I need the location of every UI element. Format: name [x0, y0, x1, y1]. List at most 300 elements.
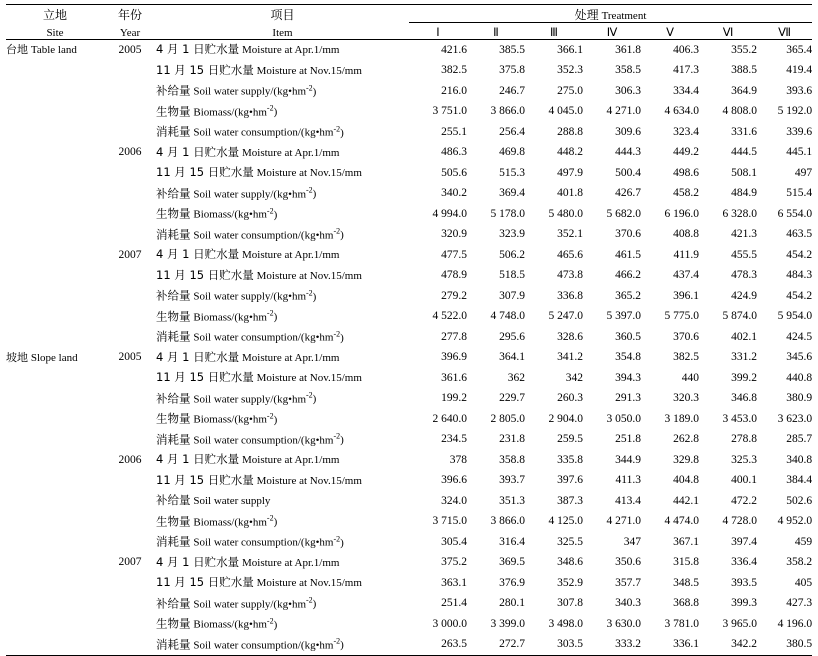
cell-item	[156, 286, 409, 307]
item-label-en: Biomass/(kg•hm	[193, 516, 267, 529]
cell-value-t2: 246.7	[499, 84, 525, 97]
cell-value-t6: 472.2	[731, 494, 757, 507]
cell-item	[156, 81, 409, 102]
cell-value-t4: 461.5	[615, 248, 641, 261]
cell-value-t5: 5 775.0	[664, 310, 699, 322]
item-label-cn: 4 月 1 日贮水量	[156, 452, 240, 466]
item-label-en: Moisture at Apr.1/mm	[241, 146, 340, 159]
cell-value-t6: 278.8	[731, 433, 757, 445]
cell-year: 2007	[118, 556, 142, 568]
cell-value-t4: 306.3	[615, 84, 641, 97]
item-unit-exponent: $^{-2}$)	[306, 595, 317, 611]
cell-year	[104, 430, 156, 451]
cell-value-t2: 518.5	[499, 269, 525, 281]
cell-site	[6, 163, 104, 184]
item-label-cn: 11 月 15 日贮水量	[156, 165, 254, 179]
cell-value-t6: 424.9	[731, 289, 757, 302]
cell-value-t1: 477.5	[441, 248, 467, 261]
item-label-en: Biomass/(kg•hm	[193, 413, 267, 426]
cell-year	[104, 635, 156, 656]
cell-value-t3: 465.6	[557, 248, 583, 261]
cell-year	[104, 163, 156, 184]
cell-year	[104, 512, 156, 533]
cell-value-t3: 336.8	[557, 289, 583, 302]
cell-value-t2: 369.4	[499, 187, 525, 199]
cell-value-t2: 272.7	[467, 635, 525, 656]
cell-value-t1: 2 640.0	[432, 412, 467, 425]
cell-value-t2: 351.3	[499, 494, 525, 507]
cell-value-t2: 358.8	[499, 453, 525, 466]
item-label-en: Biomass/(kg•hm	[193, 106, 267, 119]
cell-value-t5: 368.8	[673, 597, 699, 609]
cell-item	[156, 573, 409, 594]
table-row	[6, 245, 812, 266]
table-row	[6, 389, 812, 410]
cell-value-t3: 448.2	[557, 146, 583, 158]
cell-value-t1: 305.4	[441, 535, 467, 548]
table-row	[6, 61, 812, 82]
cell-value-t4: 426.7	[615, 187, 641, 199]
cell-item	[156, 266, 409, 287]
cell-value-t4: 251.8	[615, 433, 641, 445]
cell-value-t7: 454.2	[786, 289, 813, 302]
item-label-cn: 生物量	[156, 616, 191, 631]
cell-value-t1: 324.0	[441, 494, 467, 507]
cell-item	[156, 204, 409, 225]
cell-value-t1: 279.2	[441, 289, 467, 302]
cell-value-t1: 255.1	[441, 125, 467, 138]
cell-value-t5: 320.3	[673, 392, 699, 404]
cell-value-t7: 427.3	[786, 597, 813, 609]
soil-water-biomass-table	[6, 4, 812, 656]
cell-value-t1: 505.6	[441, 166, 467, 179]
cell-year	[104, 368, 156, 389]
cell-value-t7: 515.4	[786, 187, 813, 199]
cell-value-t7: 5 192.0	[777, 105, 813, 117]
table-row	[6, 368, 812, 389]
cell-value-t2: 375.8	[499, 64, 525, 76]
cell-value-t4: 340.3	[615, 597, 641, 609]
item-label-cn: 11 月 15 日贮水量	[156, 267, 254, 282]
cell-value-t2: 369.5	[499, 556, 525, 568]
cell-item	[156, 245, 409, 266]
cell-value-t2: 515.3	[499, 166, 525, 179]
table-row	[6, 409, 812, 430]
cell-year	[104, 122, 156, 143]
cell-value-t1: 199.2	[441, 392, 467, 404]
cell-value-t5: 396.1	[673, 289, 699, 302]
header-treatment-7: Ⅶ	[757, 23, 812, 40]
cell-value-t6: 4 808.0	[722, 105, 757, 117]
cell-value-t7: 405	[794, 576, 813, 589]
cell-item	[156, 491, 409, 512]
item-label-en: Moisture at Apr.1/mm	[241, 44, 340, 56]
header-year-cn: 年份	[104, 5, 156, 23]
cell-value-t4: 466.2	[615, 269, 641, 281]
table-row	[6, 348, 812, 369]
item-label-en: Soil water supply/(kg•hm	[193, 290, 306, 303]
item-label-cn: 消耗量	[156, 227, 191, 242]
item-label-en: Soil water supply/(kg•hm	[193, 598, 306, 611]
cell-value-t4: 360.5	[615, 330, 641, 343]
item-label-cn: 补给量	[156, 83, 191, 98]
item-unit-exponent: $^{-2}$)	[333, 124, 344, 139]
cell-value-t3: 352.3	[557, 64, 583, 76]
item-label-cn: 4 月 1 日贮水量	[156, 144, 240, 159]
cell-value-t2: 280.1	[499, 597, 525, 609]
cell-site	[6, 245, 104, 266]
header-site-en: Site	[6, 23, 104, 40]
cell-value-t5: 437.4	[673, 269, 699, 281]
cell-value-t1: 396.6	[441, 474, 467, 486]
cell-value-t3: 328.6	[557, 330, 583, 343]
item-label-en: Soil water consumption/(kg•hm	[193, 331, 334, 344]
cell-value-t6: 478.3	[731, 269, 757, 281]
cell-value-t1: 382.5	[441, 64, 467, 76]
cell-year: 2006	[118, 146, 142, 158]
table-row	[6, 143, 812, 164]
cell-site	[6, 573, 104, 594]
cell-value-t3: 5 247.0	[548, 310, 583, 322]
cell-site	[6, 471, 104, 492]
table-row	[6, 327, 812, 348]
cell-site	[6, 532, 104, 553]
cell-value-t2: 362	[507, 371, 525, 384]
cell-site	[6, 143, 104, 164]
table-row	[6, 491, 812, 512]
item-unit-exponent: $^{-2}$)	[266, 616, 278, 631]
cell-value-t2: 506.2	[499, 248, 525, 261]
cell-value-t6: 400.1	[731, 474, 757, 486]
table-row	[6, 471, 812, 492]
cell-value-t3: 335.8	[557, 453, 583, 466]
cell-value-t5: 348.5	[673, 576, 699, 589]
cell-value-t2: 393.7	[499, 474, 525, 486]
cell-value-t2: 385.5	[499, 43, 525, 56]
cell-year	[104, 266, 156, 287]
cell-item	[156, 102, 409, 123]
table-row	[6, 573, 812, 594]
cell-value-t5: 408.8	[673, 228, 699, 240]
cell-value-t6: 331.6	[731, 125, 757, 138]
item-label-cn: 生物量	[156, 206, 191, 221]
cell-value-t3: 325.5	[557, 535, 583, 548]
cell-value-t5: 323.4	[673, 125, 699, 138]
cell-year	[104, 327, 156, 348]
cell-value-t3: 497.9	[557, 166, 583, 179]
header-year-en: Year	[104, 23, 156, 40]
header-treatment-6: Ⅵ	[699, 23, 757, 40]
item-label-cn: 消耗量	[156, 432, 191, 447]
cell-item	[156, 389, 409, 410]
table-row	[6, 266, 812, 287]
table-row	[6, 532, 812, 553]
cell-site	[6, 61, 104, 82]
cell-value-t5: 367.1	[673, 535, 699, 548]
table-row	[6, 635, 812, 656]
item-label-cn: 4 月 1 日贮水量	[156, 42, 240, 56]
cell-value-t5: 458.2	[673, 187, 699, 199]
cell-value-t3: 3 498.0	[548, 617, 583, 630]
cell-year	[104, 61, 156, 82]
item-unit-exponent: $^{-2}$)	[266, 513, 278, 529]
cell-value-t1: 251.4	[441, 597, 467, 609]
item-unit-exponent: $^{-2}$)	[333, 329, 344, 344]
cell-site	[6, 307, 104, 328]
cell-value-t7: 358.2	[786, 556, 813, 568]
cell-item	[156, 163, 409, 184]
cell-year	[104, 389, 156, 410]
cell-value-t1: 361.6	[441, 371, 467, 384]
cell-value-t2: 323.9	[499, 228, 525, 240]
cell-value-t4: 354.8	[615, 351, 641, 363]
item-label-cn: 4 月 1 日贮水量	[156, 554, 240, 569]
item-label-en: Biomass/(kg•hm	[193, 208, 267, 221]
item-label-cn: 11 月 15 日贮水量	[156, 472, 254, 487]
header-treatment-1: Ⅰ	[409, 23, 467, 40]
cell-item	[156, 143, 409, 164]
cell-year	[104, 573, 156, 594]
header-treatment: 处理 Treatment	[409, 5, 812, 23]
cell-value-t4: 350.6	[615, 556, 641, 568]
cell-item	[156, 430, 409, 451]
cell-value-t5: 449.2	[673, 146, 699, 158]
cell-year: 2006	[118, 453, 142, 466]
cell-value-t2: 3 866.0	[490, 515, 525, 527]
cell-year: 2007	[118, 248, 142, 261]
cell-year	[104, 409, 156, 430]
cell-value-t6: 3 453.0	[722, 412, 757, 425]
item-unit-exponent: $^{-2}$)	[266, 206, 278, 221]
cell-item	[156, 614, 409, 635]
item-unit-exponent: $^{-2}$)	[333, 226, 344, 242]
cell-item	[156, 184, 409, 205]
cell-value-t2: 316.4	[499, 535, 525, 548]
item-label-cn: 补给量	[156, 493, 191, 507]
cell-value-t1: 478.9	[441, 269, 467, 281]
item-label-cn: 11 月 15 日贮水量	[156, 62, 254, 77]
item-label-cn: 4 月 1 日贮水量	[156, 247, 240, 261]
cell-value-t1: 3 715.0	[432, 515, 467, 527]
cell-value-t6: 393.5	[731, 576, 757, 589]
cell-value-t1: 3 000.0	[432, 617, 467, 630]
table-row	[6, 163, 812, 184]
cell-value-t6: 355.2	[731, 43, 757, 56]
cell-site	[6, 512, 104, 533]
cell-value-t3: 288.8	[557, 125, 583, 138]
table-row	[6, 307, 812, 328]
item-label-cn: 消耗量	[156, 124, 191, 139]
item-label-cn: 生物量	[156, 411, 191, 426]
item-label-en: Soil water consumption/(kg•hm	[193, 126, 334, 139]
cell-value-t7: 463.5	[786, 228, 813, 240]
table-row	[6, 614, 812, 635]
table-row	[6, 594, 812, 615]
cell-value-t3: 303.5	[525, 635, 583, 656]
cell-value-t3: 366.1	[557, 43, 583, 56]
cell-value-t4: 4 271.0	[606, 515, 641, 527]
table-body	[6, 40, 812, 656]
item-label-cn: 11 月 15 日贮水量	[156, 370, 254, 384]
header-item-cn: 项目	[156, 5, 409, 23]
cell-value-t2: 307.9	[499, 289, 525, 302]
header-treatment-4: Ⅳ	[583, 23, 641, 40]
item-label-en: Soil water consumption/(kg•hm	[193, 434, 334, 447]
item-label-cn: 4 月 1 日贮水量	[156, 349, 240, 364]
cell-value-t7: 440.8	[786, 371, 813, 384]
cell-value-t5: 406.3	[673, 43, 699, 56]
cell-item	[156, 409, 409, 430]
item-unit-exponent: $^{-2}$)	[333, 534, 344, 549]
cell-site: 台地 Table land	[6, 43, 77, 56]
cell-value-t3: 2 904.0	[548, 412, 583, 425]
item-label-en: Moisture at Nov.15/mm	[256, 577, 362, 589]
cell-value-t5: 382.5	[673, 351, 699, 363]
cell-value-t6: 364.9	[731, 84, 757, 97]
item-label-cn: 消耗量	[156, 637, 191, 652]
cell-value-t7: 4 952.0	[777, 515, 813, 527]
item-label-cn: 生物量	[156, 104, 191, 119]
cell-value-t3: 341.2	[557, 351, 583, 363]
item-label-en: Moisture at Nov.15/mm	[256, 167, 362, 179]
table-row	[6, 81, 812, 102]
table-row	[6, 430, 812, 451]
item-label-cn: 补给量	[156, 596, 191, 611]
cell-value-t4: 3 630.0	[606, 617, 641, 630]
cell-value-t7: 6 554.0	[777, 207, 813, 220]
cell-value-t4: 347	[623, 535, 641, 548]
cell-value-t3: 397.6	[557, 474, 583, 486]
cell-value-t5: 411.9	[673, 248, 699, 261]
cell-value-t6: 455.5	[731, 248, 757, 261]
item-label-en: Moisture at Apr.1/mm	[241, 249, 340, 261]
cell-item	[156, 450, 409, 471]
item-label-en: Moisture at Nov.15/mm	[256, 64, 362, 77]
cell-year	[104, 102, 156, 123]
item-label-en: Soil water consumption/(kg•hm	[193, 536, 334, 549]
cell-value-t1: 486.3	[441, 146, 467, 158]
cell-value-t7: 365.4	[786, 43, 813, 56]
cell-site	[6, 635, 104, 656]
item-label-en: Moisture at Apr.1/mm	[241, 351, 340, 364]
cell-value-t1: 216.0	[441, 84, 467, 97]
item-unit-exponent: $^{-2}$)	[266, 411, 278, 426]
cell-site	[6, 81, 104, 102]
header-treatment-2: Ⅱ	[467, 23, 525, 40]
cell-value-t4: 3 050.0	[606, 412, 641, 425]
cell-value-t7: 340.8	[786, 453, 813, 466]
item-label-cn: 生物量	[156, 514, 191, 529]
cell-site	[6, 204, 104, 225]
cell-item	[156, 307, 409, 328]
item-label-cn: 补给量	[156, 391, 191, 406]
cell-site	[6, 225, 104, 246]
cell-site	[6, 389, 104, 410]
table-row	[6, 40, 812, 61]
cell-value-t6: 336.4	[731, 556, 757, 568]
cell-value-t1: 4 994.0	[432, 207, 467, 220]
cell-value-t7: 459	[794, 535, 813, 548]
cell-site	[6, 184, 104, 205]
item-label-en: Moisture at Nov.15/mm	[256, 372, 362, 384]
header-row-top	[6, 5, 812, 23]
cell-value-t7: 419.4	[786, 64, 813, 76]
cell-value-t2: 3 399.0	[490, 617, 525, 630]
cell-value-t7: 345.6	[786, 351, 813, 363]
cell-value-t3: 473.8	[557, 269, 583, 281]
cell-value-t4: 411.3	[615, 474, 641, 486]
cell-site	[6, 368, 104, 389]
item-label-en: Moisture at Apr.1/mm	[241, 556, 340, 569]
cell-value-t1: 277.8	[441, 330, 467, 343]
item-label-en: Soil water consumption/(kg•hm	[193, 229, 334, 242]
cell-value-t7: 445.1	[786, 146, 813, 158]
cell-value-t7: 502.6	[786, 494, 813, 507]
cell-value-t5: 262.8	[673, 433, 699, 445]
cell-year: 2005	[118, 351, 142, 363]
cell-value-t5: 329.8	[673, 453, 699, 466]
cell-value-t5: 336.1	[641, 635, 699, 656]
cell-value-t1: 234.5	[441, 433, 467, 445]
item-unit-exponent: $^{-2}$)	[306, 185, 317, 201]
cell-item	[156, 512, 409, 533]
cell-value-t1: 340.2	[441, 187, 467, 199]
cell-value-t7: 380.5	[757, 635, 812, 656]
cell-value-t4: 344.9	[615, 453, 641, 466]
cell-value-t5: 4 634.0	[664, 105, 699, 117]
cell-value-t7: 497	[794, 166, 813, 179]
table-row	[6, 225, 812, 246]
item-label-en: Moisture at Nov.15/mm	[256, 474, 362, 487]
cell-value-t6: 6 328.0	[722, 207, 757, 220]
cell-value-t3: 348.6	[557, 556, 583, 568]
item-label-cn: 生物量	[156, 309, 191, 324]
cell-year	[104, 471, 156, 492]
item-unit-exponent: $^{-2}$)	[333, 636, 344, 652]
item-label-en: Biomass/(kg•hm	[193, 311, 267, 324]
cell-value-t4: 358.5	[615, 64, 641, 76]
cell-value-t6: 346.8	[731, 392, 757, 404]
cell-value-t1: 4 522.0	[432, 310, 467, 322]
cell-year	[104, 286, 156, 307]
cell-value-t4: 500.4	[615, 166, 641, 179]
cell-value-t1: 363.1	[441, 576, 467, 589]
item-label-en: Soil water supply/(kg•hm	[193, 393, 306, 406]
table-row	[6, 450, 812, 471]
item-label-en: Moisture at Apr.1/mm	[241, 454, 340, 466]
cell-value-t3: 4 045.0	[548, 105, 583, 117]
cell-value-t1: 263.5	[409, 635, 467, 656]
cell-year	[104, 81, 156, 102]
cell-value-t4: 365.2	[615, 289, 641, 302]
cell-value-t6: 397.4	[731, 535, 757, 548]
cell-site	[6, 491, 104, 512]
cell-item	[156, 348, 409, 369]
cell-value-t4: 291.3	[615, 392, 641, 404]
cell-value-t3: 307.8	[557, 597, 583, 609]
cell-value-t2: 2 805.0	[490, 412, 525, 425]
cell-value-t5: 498.6	[673, 166, 699, 179]
header-row-bottom	[6, 23, 812, 40]
cell-value-t3: 352.9	[557, 576, 583, 589]
cell-value-t5: 404.8	[673, 474, 699, 486]
cell-value-t7: 384.4	[786, 474, 813, 486]
cell-site: 坡地 Slope land	[6, 350, 78, 364]
table-row	[6, 204, 812, 225]
cell-value-t1: 421.6	[441, 43, 467, 56]
cell-value-t6: 508.1	[731, 166, 757, 179]
cell-value-t7: 339.6	[786, 125, 813, 138]
